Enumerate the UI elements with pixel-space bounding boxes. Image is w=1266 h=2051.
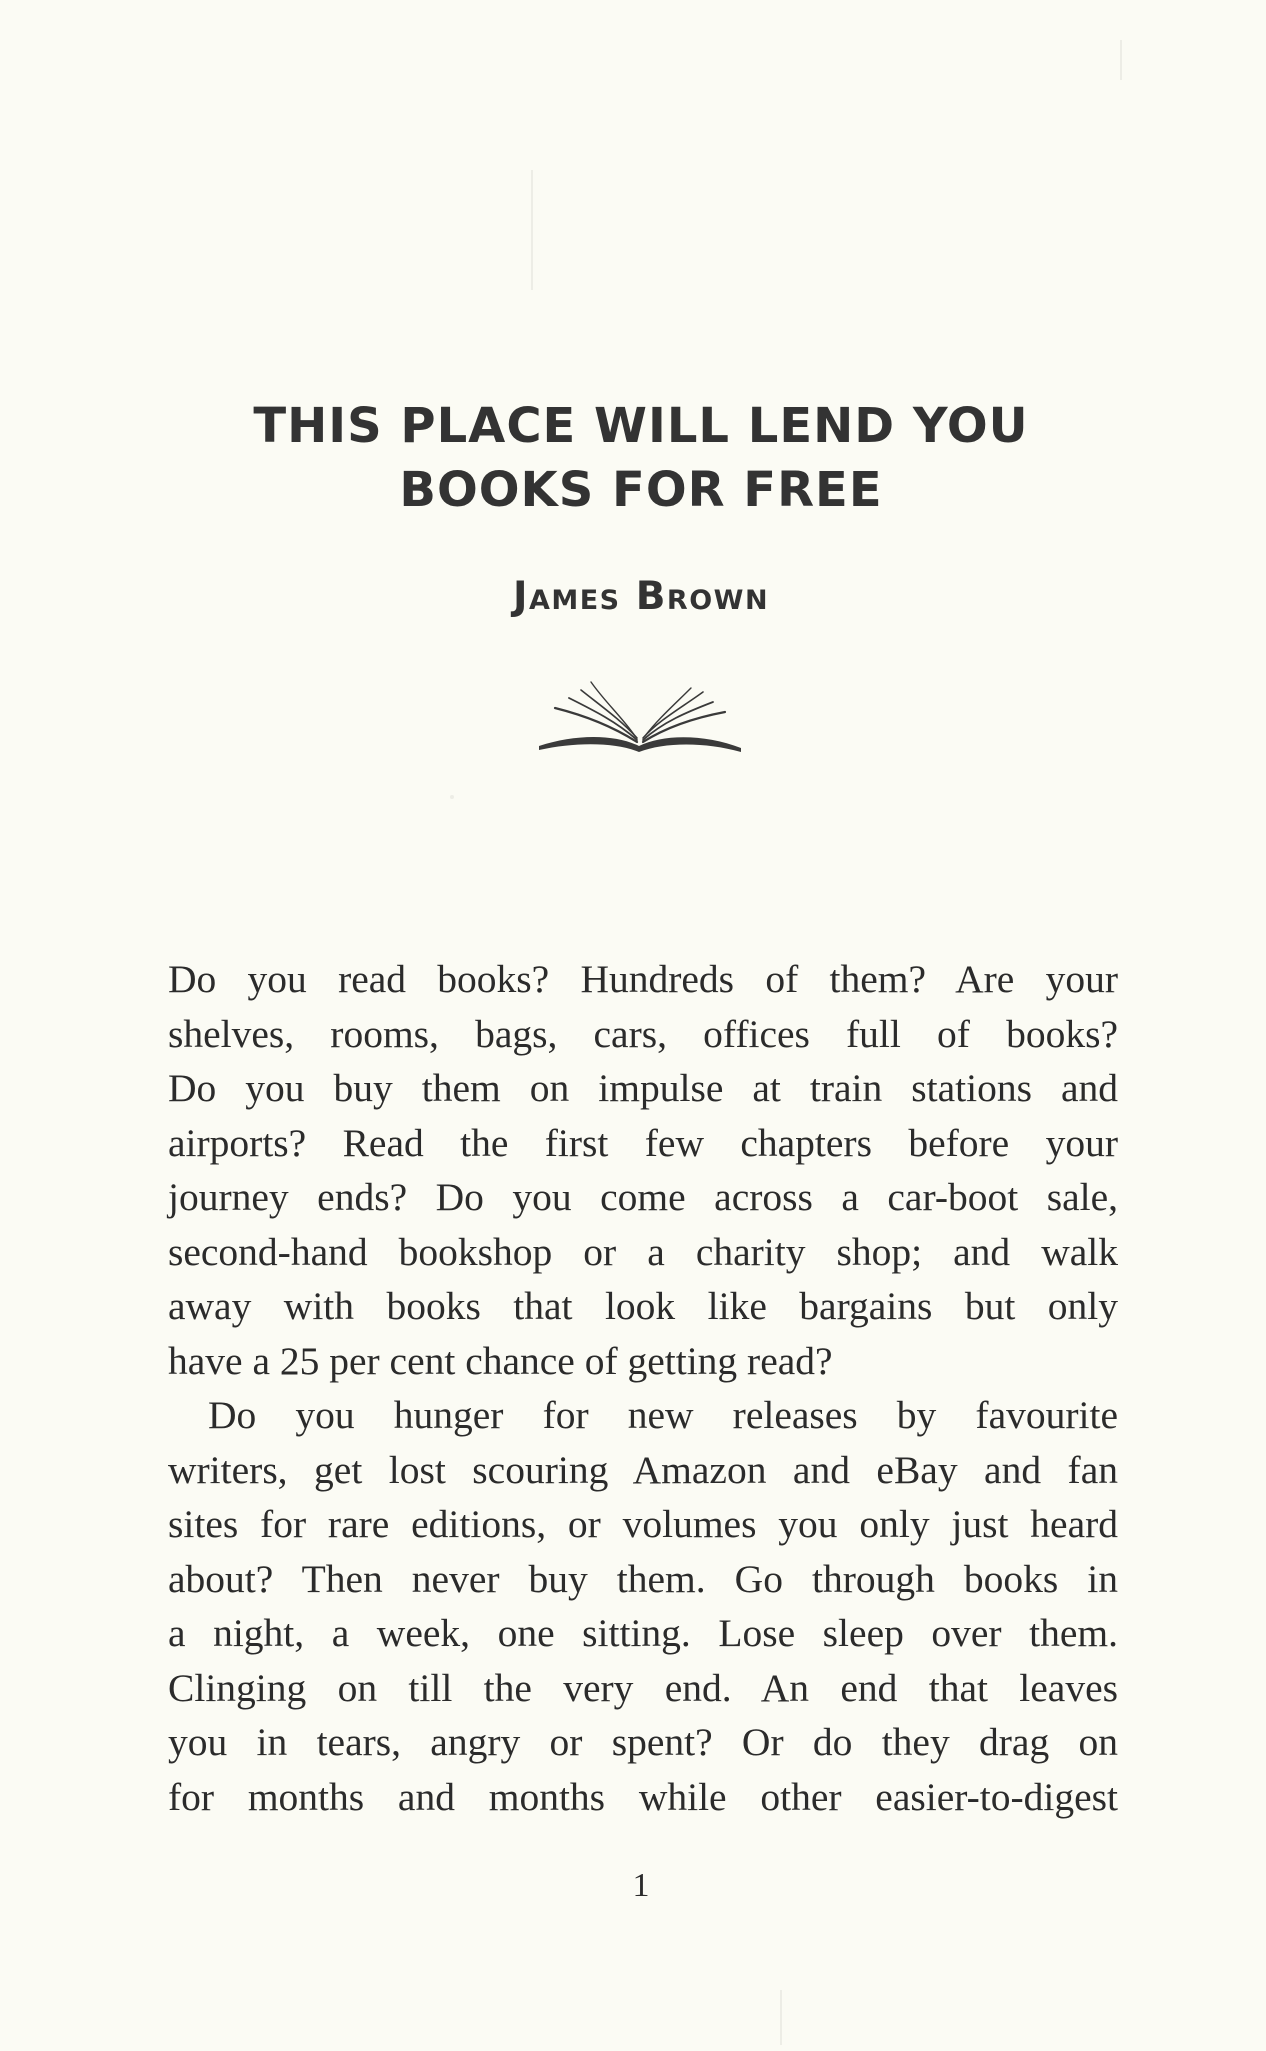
text-line: Do you read books? Hundreds of them? Are your (168, 957, 1118, 1001)
open-book-icon (535, 676, 745, 756)
text-line: Clinging on till the very end. An end that leaves (168, 1665, 1118, 1710)
text-line: a night, a week, one sitting. Lose sleep over them. (168, 1611, 1118, 1655)
scan-artifact (1120, 40, 1122, 80)
text-line: second-hand bookshop or a charity shop; and walk (168, 1229, 1118, 1274)
text-line: sites for rare editions, or volumes you only just heard (168, 1502, 1118, 1546)
chapter-title-line-1: THIS PLACE WILL LEND YOU (253, 398, 1029, 454)
text-line: shelves, rooms, bags, cars, offices full of books? (168, 1011, 1118, 1056)
text-line: have a 25 per cent chance of getting read? (168, 1338, 833, 1383)
scan-artifact (780, 1990, 782, 2045)
scan-artifact (531, 170, 533, 290)
body-text (168, 952, 1118, 1824)
text-line: Do you hunger for new releases by favourite (208, 1393, 1118, 1437)
text-line: away with books that look like bargains but only (168, 1284, 1118, 1328)
page-number: 1 (632, 1867, 650, 1904)
chapter-author: James Brown (512, 574, 770, 619)
paragraph-1 (168, 952, 1118, 1388)
scan-artifact (450, 795, 454, 799)
text-line: writers, get lost scouring Amazon and eBay and fan (168, 1447, 1118, 1492)
paragraph-2 (168, 1388, 1118, 1824)
chapter-title (0, 394, 1266, 522)
chapter-title-line-2: BOOKS FOR FREE (399, 462, 883, 518)
text-line: you in tears, angry or spent? Or do they drag on (168, 1720, 1118, 1764)
text-line: Do you buy them on impulse at train stations and (168, 1066, 1118, 1110)
text-line: journey ends? Do you come across a car-boot sale, (168, 1175, 1118, 1219)
text-line: about? Then never buy them. Go through books in (168, 1556, 1118, 1601)
text-line: airports? Read the first few chapters before your (168, 1120, 1118, 1165)
text-line: for months and months while other easier-to-digest (168, 1774, 1118, 1819)
